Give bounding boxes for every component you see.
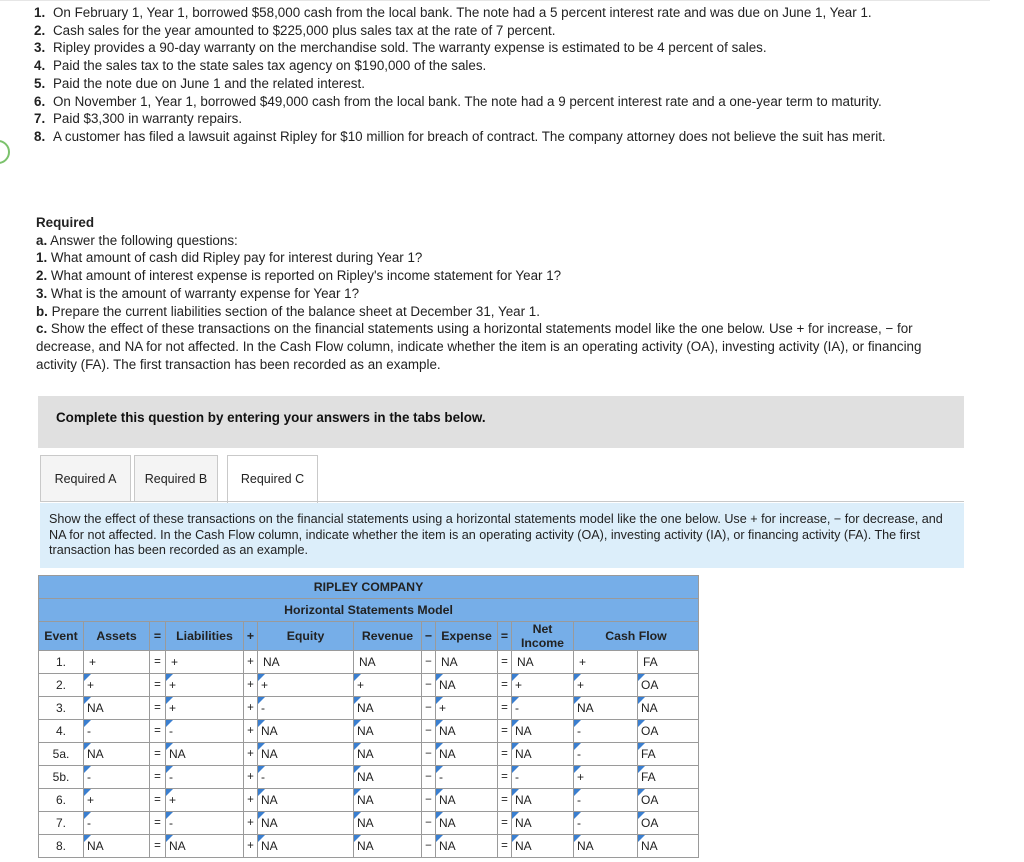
table-row [39, 720, 699, 743]
liabilities-cell[interactable]: + [166, 697, 244, 720]
tab-required-a[interactable]: Required A [40, 455, 131, 502]
header-cash-flow: Cash Flow [574, 622, 699, 651]
transaction-number: 7. [34, 111, 46, 127]
header-liabilities: Liabilities [166, 622, 244, 651]
required-c-label: c. [36, 321, 48, 337]
answer-marker-icon [574, 743, 581, 750]
operator-eq: = [150, 812, 166, 835]
answer-marker-icon [354, 674, 361, 681]
answer-marker-icon [574, 674, 581, 681]
table-row [39, 674, 699, 697]
question-text: What amount of interest expense is reported on Ripley's income statement for Year 1? [50, 268, 562, 284]
tab-required-c[interactable]: Required C [227, 455, 318, 503]
transaction-item [34, 39, 964, 57]
assets-cell[interactable]: NA [84, 835, 150, 858]
expense-cell[interactable]: NA [436, 674, 498, 697]
operator-plus: + [244, 674, 258, 697]
cash-sign-cell[interactable]: - [574, 743, 638, 766]
revenue-cell[interactable]: NA [354, 766, 422, 789]
operator-plus: + [244, 789, 258, 812]
question-number: 1. [36, 250, 48, 266]
operator-minus: − [422, 812, 436, 835]
cash-type-cell[interactable]: OA [638, 674, 699, 697]
answer-marker-icon [512, 720, 519, 727]
liabilities-cell[interactable]: - [166, 766, 244, 789]
revenue-cell[interactable]: NA [354, 812, 422, 835]
equity-cell[interactable]: - [258, 697, 354, 720]
answer-marker-icon [638, 766, 645, 773]
net-income-cell[interactable]: - [512, 697, 574, 720]
liabilities-cell: + [166, 651, 244, 674]
transaction-number: 4. [34, 58, 46, 74]
revenue-cell[interactable]: + [354, 674, 422, 697]
answer-marker-icon [258, 812, 265, 819]
revenue-cell[interactable]: NA [354, 720, 422, 743]
answer-marker-icon [84, 720, 91, 727]
header-equals: = [150, 622, 166, 651]
answer-marker-icon [258, 789, 265, 796]
answer-marker-icon [84, 674, 91, 681]
answer-marker-icon [512, 697, 519, 704]
cash-sign-cell[interactable]: - [574, 812, 638, 835]
answer-marker-icon [638, 720, 645, 727]
equity-cell[interactable]: NA [258, 789, 354, 812]
answer-marker-icon [258, 835, 265, 842]
equity-cell[interactable]: + [258, 674, 354, 697]
cash-type-cell[interactable]: OA [638, 812, 699, 835]
answer-marker-icon [574, 789, 581, 796]
transaction-number: 3. [34, 40, 46, 56]
assets-cell[interactable]: - [84, 720, 150, 743]
operator-minus: − [422, 674, 436, 697]
operator-eq: = [150, 697, 166, 720]
answer-marker-icon [512, 812, 519, 819]
liabilities-cell[interactable]: - [166, 812, 244, 835]
answer-marker-icon [436, 812, 443, 819]
transaction-item [34, 57, 964, 75]
answer-marker-icon [258, 743, 265, 750]
net-income-cell[interactable]: - [512, 766, 574, 789]
transaction-list [34, 4, 964, 146]
revenue-cell[interactable]: NA [354, 697, 422, 720]
event-cell: 5b. [39, 766, 84, 789]
cash-type-cell[interactable]: NA [638, 697, 699, 720]
question-1 [36, 249, 966, 267]
liabilities-cell[interactable]: NA [166, 743, 244, 766]
transaction-number: 6. [34, 93, 46, 109]
answer-marker-icon [166, 674, 173, 681]
answer-marker-icon [84, 789, 91, 796]
answer-marker-icon [512, 789, 519, 796]
transaction-text: A customer has filed a lawsuit against Ripley for $10 million for breach of contract. The company attorney does not believe the suit has merit. [53, 128, 886, 144]
liabilities-cell[interactable]: - [166, 720, 244, 743]
revenue-cell[interactable]: NA [354, 835, 422, 858]
answer-marker-icon [512, 835, 519, 842]
header-event: Event [39, 622, 84, 651]
answer-marker-icon [436, 835, 443, 842]
expense-cell: NA [436, 651, 498, 674]
cash-type-cell[interactable]: NA [638, 835, 699, 858]
answer-marker-icon [354, 835, 361, 842]
assets-cell[interactable]: NA [84, 697, 150, 720]
answer-marker-icon [638, 743, 645, 750]
question-text: What amount of cash did Ripley pay for interest during Year 1? [50, 250, 423, 266]
answer-marker-icon [354, 789, 361, 796]
net-income-cell[interactable]: NA [512, 835, 574, 858]
answer-marker-icon [258, 766, 265, 773]
transaction-text: Cash sales for the year amounted to $225,000 plus sales tax at the rate of 7 percent. [53, 22, 556, 38]
operator-eq: = [498, 674, 512, 697]
operator-plus: + [244, 766, 258, 789]
table-row [39, 651, 699, 674]
equity-cell[interactable]: NA [258, 835, 354, 858]
top-divider [0, 0, 990, 1]
required-section [36, 214, 966, 373]
header-net-income: Net Income [512, 622, 574, 651]
revenue-cell[interactable]: NA [354, 743, 422, 766]
event-cell: 7. [39, 812, 84, 835]
liabilities-cell[interactable]: NA [166, 835, 244, 858]
operator-eq: = [498, 835, 512, 858]
answer-marker-icon [84, 743, 91, 750]
header-assets: Assets [84, 622, 150, 651]
cash-sign-cell: + [574, 651, 638, 674]
event-cell: 2. [39, 674, 84, 697]
net-income-cell[interactable]: NA [512, 789, 574, 812]
net-income-cell[interactable]: + [512, 674, 574, 697]
transaction-text: On November 1, Year 1, borrowed $49,000 cash from the local bank. The note had a 9 percent interest rate and a one-year term to maturity. [53, 93, 882, 109]
equity-cell[interactable]: NA [258, 720, 354, 743]
answer-marker-icon [258, 674, 265, 681]
event-cell: 3. [39, 697, 84, 720]
expense-cell[interactable]: NA [436, 812, 498, 835]
answer-marker-icon [436, 674, 443, 681]
answer-marker-icon [166, 743, 173, 750]
transaction-item [34, 75, 964, 93]
answer-marker-icon [638, 674, 645, 681]
answer-marker-icon [512, 766, 519, 773]
answer-marker-icon [436, 789, 443, 796]
answer-marker-icon [166, 766, 173, 773]
required-c [36, 320, 966, 373]
cash-type-cell[interactable]: OA [638, 720, 699, 743]
cash-sign-cell[interactable]: NA [574, 697, 638, 720]
answer-marker-icon [166, 697, 173, 704]
cash-type-cell: FA [638, 651, 699, 674]
operator-eq: = [150, 651, 166, 674]
revenue-cell: NA [354, 651, 422, 674]
progress-circle-icon[interactable] [0, 140, 10, 164]
header-equals-2: = [498, 622, 512, 651]
operator-minus: − [422, 766, 436, 789]
transaction-number: 5. [34, 75, 46, 91]
liabilities-cell[interactable]: + [166, 789, 244, 812]
banner-text: Complete this question by entering your answers in the tabs below. [56, 410, 486, 425]
answer-marker-icon [574, 697, 581, 704]
answer-marker-icon [354, 766, 361, 773]
operator-plus: + [244, 651, 258, 674]
cash-sign-cell[interactable]: NA [574, 835, 638, 858]
answer-marker-icon [436, 697, 443, 704]
expense-cell[interactable]: NA [436, 743, 498, 766]
cash-type-cell[interactable]: FA [638, 743, 699, 766]
answer-marker-icon [354, 697, 361, 704]
operator-eq: = [498, 789, 512, 812]
assets-cell[interactable]: - [84, 812, 150, 835]
assets-cell[interactable]: NA [84, 743, 150, 766]
equity-cell: NA [258, 651, 354, 674]
assets-cell[interactable]: - [84, 766, 150, 789]
tab-required-b[interactable]: Required B [134, 455, 218, 502]
net-income-cell: NA [512, 651, 574, 674]
header-equity: Equity [258, 622, 354, 651]
cash-type-cell[interactable]: OA [638, 789, 699, 812]
answer-marker-icon [84, 766, 91, 773]
operator-eq: = [498, 651, 512, 674]
question-number: 2. [36, 268, 48, 284]
model-title: Horizontal Statements Model [39, 599, 699, 622]
transaction-number: 2. [34, 22, 46, 38]
answer-marker-icon [574, 720, 581, 727]
table-row [39, 766, 699, 789]
operator-eq: = [150, 743, 166, 766]
net-income-cell[interactable]: NA [512, 743, 574, 766]
answer-marker-icon [258, 720, 265, 727]
transaction-number: 1. [34, 5, 46, 20]
expense-cell[interactable]: NA [436, 789, 498, 812]
operator-eq: = [150, 789, 166, 812]
operator-minus: − [422, 789, 436, 812]
required-b-text: Prepare the current liabilities section of the balance sheet at December 31, Year 1. [51, 303, 540, 319]
header-minus: − [422, 622, 436, 651]
operator-minus: − [422, 835, 436, 858]
expense-cell[interactable]: + [436, 697, 498, 720]
expense-cell[interactable]: - [436, 766, 498, 789]
event-cell: 4. [39, 720, 84, 743]
event-cell: 1. [39, 651, 84, 674]
event-cell: 6. [39, 789, 84, 812]
transaction-item [34, 4, 964, 22]
equity-cell[interactable]: NA [258, 743, 354, 766]
operator-eq: = [498, 743, 512, 766]
answer-marker-icon [166, 812, 173, 819]
horizontal-statements-table [38, 575, 699, 858]
transaction-text: On February 1, Year 1, borrowed $58,000 cash from the local bank. The note had a 5 percent interest rate and was due on June 1, Year 1. [53, 5, 872, 20]
answer-marker-icon [638, 789, 645, 796]
operator-eq: = [498, 720, 512, 743]
answer-marker-icon [166, 720, 173, 727]
transaction-item [34, 22, 964, 40]
net-income-cell[interactable]: NA [512, 720, 574, 743]
operator-eq: = [498, 697, 512, 720]
answer-marker-icon [512, 743, 519, 750]
required-a-text: Answer the following questions: [50, 232, 238, 248]
assets-cell[interactable]: + [84, 789, 150, 812]
operator-minus: − [422, 697, 436, 720]
transaction-text: Paid the sales tax to the state sales tax agency on $190,000 of the sales. [53, 58, 487, 74]
revenue-cell[interactable]: NA [354, 789, 422, 812]
answer-marker-icon [512, 674, 519, 681]
required-b-label: b. [36, 303, 48, 319]
equity-cell[interactable]: NA [258, 812, 354, 835]
operator-minus: − [422, 743, 436, 766]
required-heading: Required [36, 215, 95, 230]
operator-eq: = [498, 812, 512, 835]
operator-plus: + [244, 743, 258, 766]
transaction-text: Paid $3,300 in warranty repairs. [53, 111, 243, 127]
required-a [36, 232, 966, 250]
table-row [39, 743, 699, 766]
assets-cell: + [84, 651, 150, 674]
assets-cell[interactable]: + [84, 674, 150, 697]
answer-marker-icon [84, 812, 91, 819]
required-b [36, 303, 966, 321]
operator-eq: = [150, 720, 166, 743]
tab-divider [40, 501, 964, 502]
required-a-label: a. [36, 232, 48, 248]
transaction-item [34, 110, 964, 128]
answer-marker-icon [574, 766, 581, 773]
transaction-text: Paid the note due on June 1 and the related interest. [53, 75, 365, 91]
required-c-text: Show the effect of these transactions on the financial statements using a horizontal statements model like the one below. Use + for increase, − for decrease, and NA for not affected. In the Cash Flow column, indicate whether the item is an operating activity (OA), investing activity (IA), or financing activity (FA). The first transaction has been recorded as an example. [36, 321, 922, 372]
expense-cell[interactable]: NA [436, 835, 498, 858]
answer-marker-icon [638, 697, 645, 704]
header-plus: + [244, 622, 258, 651]
transaction-item [34, 128, 964, 146]
operator-minus: − [422, 651, 436, 674]
operator-eq: = [498, 766, 512, 789]
answer-marker-icon [354, 743, 361, 750]
cash-type-cell[interactable]: FA [638, 766, 699, 789]
answer-marker-icon [84, 697, 91, 704]
transaction-number: 8. [34, 128, 46, 144]
answer-marker-icon [436, 743, 443, 750]
answer-marker-icon [354, 720, 361, 727]
liabilities-cell[interactable]: + [166, 674, 244, 697]
operator-plus: + [244, 835, 258, 858]
operator-eq: = [150, 674, 166, 697]
table-row [39, 812, 699, 835]
answer-marker-icon [166, 789, 173, 796]
cash-sign-cell[interactable]: + [574, 674, 638, 697]
answer-marker-icon [436, 766, 443, 773]
cash-sign-cell[interactable]: - [574, 789, 638, 812]
column-header-row [39, 622, 699, 651]
answer-marker-icon [84, 835, 91, 842]
answer-marker-icon [166, 835, 173, 842]
answer-marker-icon [436, 720, 443, 727]
question-text: What is the amount of warranty expense for Year 1? [50, 285, 360, 301]
answer-marker-icon [574, 835, 581, 842]
company-name: RIPLEY COMPANY [39, 576, 699, 599]
equity-cell[interactable]: - [258, 766, 354, 789]
header-revenue: Revenue [354, 622, 422, 651]
operator-eq: = [150, 835, 166, 858]
answer-marker-icon [354, 812, 361, 819]
transaction-text: Ripley provides a 90-day warranty on the merchandise sold. The warranty expense is estimated to be 4 percent of sales. [53, 40, 767, 56]
table-row [39, 789, 699, 812]
tab-instructions: Show the effect of these transactions on the financial statements using a horizontal statements model like the one below. Use + for increase, − for decrease, and NA for not affected. In the Cash Flow column, indicate whether the item is an operating activity (OA), investing activity (IA), or financing activity (FA). The first transaction has been recorded as an example. [40, 503, 964, 568]
transaction-item [34, 93, 964, 111]
expense-cell[interactable]: NA [436, 720, 498, 743]
question-3 [36, 285, 966, 303]
operator-plus: + [244, 697, 258, 720]
table-row [39, 697, 699, 720]
question-number: 3. [36, 285, 48, 301]
cash-sign-cell[interactable]: - [574, 720, 638, 743]
header-expense: Expense [436, 622, 498, 651]
table-row [39, 835, 699, 858]
event-cell: 5a. [39, 743, 84, 766]
operator-plus: + [244, 720, 258, 743]
instruction-banner [38, 396, 964, 448]
answer-marker-icon [574, 812, 581, 819]
operator-eq: = [150, 766, 166, 789]
question-2 [36, 267, 966, 285]
answer-marker-icon [258, 697, 265, 704]
net-income-cell[interactable]: NA [512, 812, 574, 835]
event-cell: 8. [39, 835, 84, 858]
cash-sign-cell[interactable]: + [574, 766, 638, 789]
answer-marker-icon [638, 812, 645, 819]
answer-marker-icon [638, 835, 645, 842]
operator-minus: − [422, 720, 436, 743]
operator-plus: + [244, 812, 258, 835]
